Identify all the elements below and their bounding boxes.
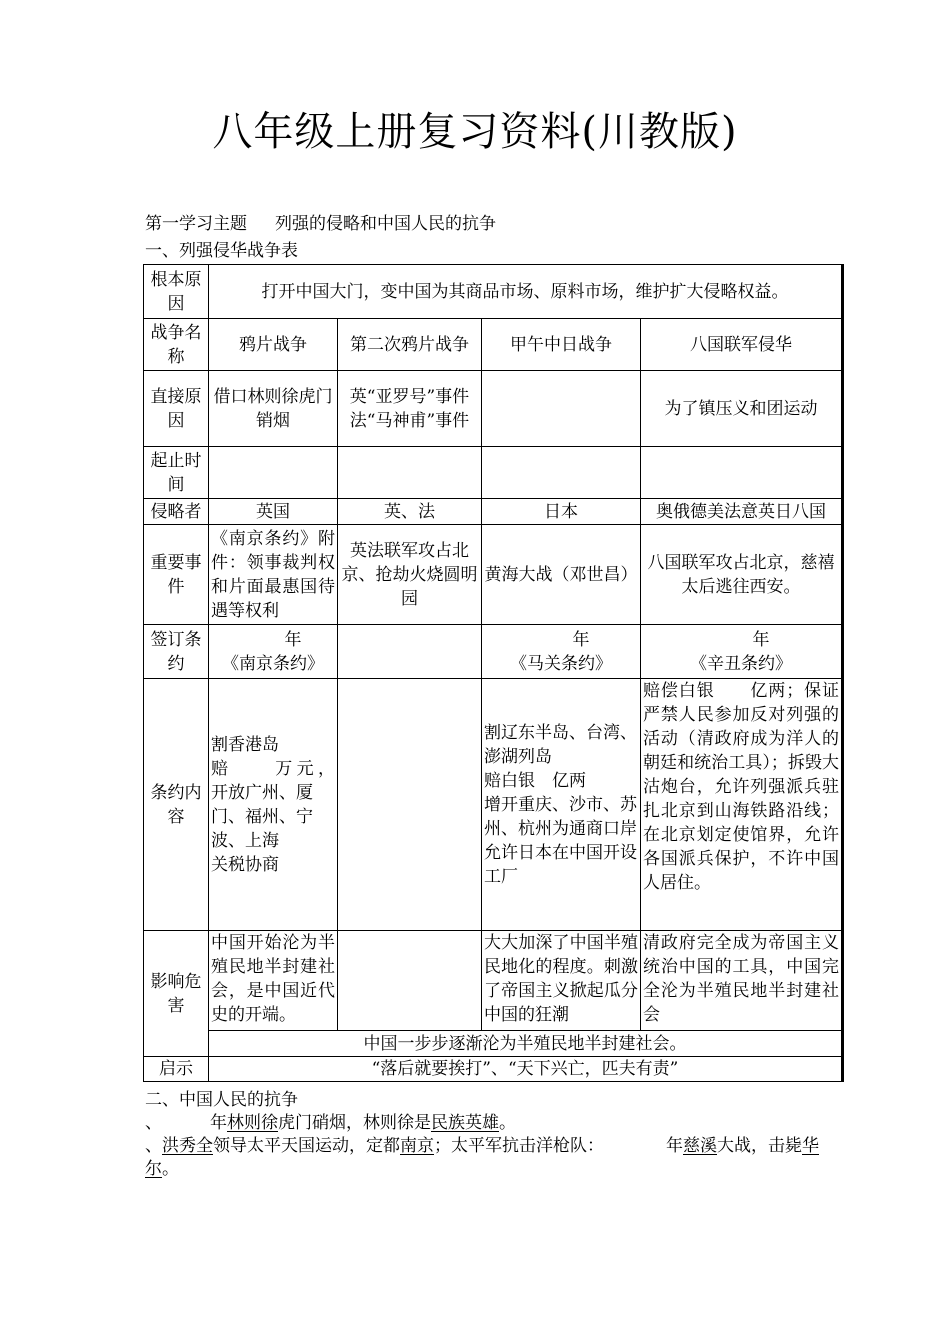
- resistance-line-2: [145, 1135, 825, 1181]
- topic-name: 列强的侵略和中国人民的抗争: [275, 214, 496, 234]
- treaty-eight-nation: [641, 625, 843, 679]
- underlined-city: 南京: [400, 1136, 434, 1156]
- underlined-place: 慈溪: [683, 1136, 717, 1156]
- content-opium-line: 关税协商: [211, 854, 279, 875]
- aggressor-opium: 英国: [209, 499, 338, 525]
- row-header-treaty: 签订条约: [144, 625, 209, 679]
- period-eight-nation: [641, 447, 843, 499]
- treaty-name-sino-japanese: 《马关条约》: [510, 653, 612, 674]
- impact-sino-japanese: 大大加深了中国半殖民地化的程度。刺激了帝国主义掀起瓜分中国的狂潮: [482, 931, 641, 1031]
- events-eight-nation: 八国联军攻占北京，慈禧太后逃往西安。: [641, 525, 843, 625]
- impact-summary: 中国一步步逐渐沦为半殖民地半封建社会。: [209, 1031, 843, 1057]
- table-row-direct-cause: [144, 371, 843, 447]
- direct-cause-second-opium: 英“亚罗号”事件 法“马神甫”事件: [338, 371, 482, 447]
- content-second-opium: [338, 679, 482, 931]
- row-header-lesson: 启示: [144, 1057, 209, 1082]
- aggressor-sino-japanese: 日本: [482, 499, 641, 525]
- period-opium: [209, 447, 338, 499]
- root-cause-text: 打开中国大门，变中国为其商品市场、原料市场，维护扩大侵略权益。: [209, 265, 843, 319]
- row-header-direct-cause: 直接原因: [144, 371, 209, 447]
- period-sino-japanese: [482, 447, 641, 499]
- topic-subtitle: [145, 213, 496, 235]
- treaty-name-eight-nation: 《辛丑条约》: [690, 653, 792, 674]
- content-sino-japanese-line: 允许日本在中国开设工厂: [484, 842, 637, 887]
- treaty-year-sino-japanese: 年: [572, 629, 590, 650]
- lesson-text: “落后就要挨打”、“天下兴亡，匹夫有责”: [209, 1057, 843, 1082]
- line-text: ；太平军抗击洋枪队：: [434, 1136, 604, 1156]
- year-label: 年: [210, 1113, 227, 1133]
- content-sino-japanese: [482, 679, 641, 931]
- row-header-impact: 影响危害: [144, 931, 209, 1057]
- content-sino-japanese-line: 割辽东半岛、台湾、澎湖列岛: [484, 722, 637, 767]
- document-title: 八年级上册复习资料(川教版): [212, 109, 738, 155]
- content-opium: [209, 679, 338, 931]
- table-row-aggressor: [144, 499, 843, 525]
- content-sino-japanese-line: 赔白银 亿两: [484, 770, 586, 791]
- line-text: 虎门硝烟，林则徐是: [278, 1113, 431, 1133]
- section-heading-war-table: 一、列强侵华战争表: [145, 241, 298, 261]
- underlined-term: 民族英雄: [431, 1113, 499, 1133]
- topic-number: 第一学习主题: [145, 214, 247, 234]
- impact-second-opium: [338, 931, 482, 1031]
- treaty-opium: [209, 625, 338, 679]
- direct-cause-opium: 借口林则徐虎门销烟: [209, 371, 338, 447]
- table-row-impact: [144, 931, 843, 1031]
- row-header-aggressor: 侵略者: [144, 499, 209, 525]
- treaty-name-opium: 《南京条约》: [222, 653, 324, 674]
- treaty-year-opium: 年: [284, 629, 302, 650]
- list-marker: 、: [145, 1136, 162, 1156]
- impact-eight-nation: 清政府完全成为帝国主义统治中国的工具，中国完全沦为半殖民地半封建社会: [641, 931, 843, 1031]
- table-row-war-name: [144, 319, 843, 371]
- row-header-root-cause: 根本原因: [144, 265, 209, 319]
- events-sino-japanese: 黄海大战（邓世昌）: [482, 525, 641, 625]
- table-row-lesson: [144, 1057, 843, 1082]
- war-name-eight-nation: 八国联军侵华: [641, 319, 843, 371]
- content-opium-line: 赔 万元，: [211, 758, 335, 779]
- war-table: [143, 264, 844, 1082]
- line-text: 领导太平天国运动，定都: [213, 1136, 400, 1156]
- war-name-second-opium: 第二次鸦片战争: [338, 319, 482, 371]
- underlined-name: 华尔: [145, 1136, 819, 1179]
- line-end: 。: [499, 1113, 516, 1133]
- line-text: 大战，击毙: [717, 1136, 802, 1156]
- underlined-name: 林则徐: [227, 1113, 278, 1133]
- war-name-sino-japanese: 甲午中日战争: [482, 319, 641, 371]
- treaty-year-eight-nation: 年: [752, 629, 770, 650]
- aggressor-eight-nation: 奥俄德美法意英日八国: [641, 499, 843, 525]
- events-opium: 《南京条约》附件：领事裁判权和片面最惠国待遇等权利: [209, 525, 338, 625]
- period-second-opium: [338, 447, 482, 499]
- table-row-root-cause: [144, 265, 843, 319]
- content-eight-nation: 赔偿白银 亿两；保证严禁人民参加反对列强的活动（清政府成为洋人的朝廷和统治工具）；拆毁大沽炮台，允许列强派兵驻扎北京到山海铁路沿线；在北京划定使馆界，允许各国派兵保护，不许中国人居住。: [641, 679, 843, 931]
- table-row-events: [144, 525, 843, 625]
- content-opium-line: 割香港岛: [211, 734, 279, 755]
- impact-opium: 中国开始沦为半殖民地半封建社会，是中国近代史的开端。: [209, 931, 338, 1031]
- content-sino-japanese-line: 增开重庆、沙市、苏州、杭州为通商口岸: [484, 794, 637, 839]
- table-row-content: [144, 679, 843, 931]
- treaty-sino-japanese: [482, 625, 641, 679]
- war-name-opium: 鸦片战争: [209, 319, 338, 371]
- content-opium-line: 开放广州、厦门、福州、宁波、上海: [211, 782, 313, 851]
- table-row-treaty: [144, 625, 843, 679]
- table-row-impact-summary: [144, 1031, 843, 1057]
- section-resistance: [145, 1089, 825, 1181]
- events-second-opium: 英法联军攻占北京、抢劫火烧圆明园: [338, 525, 482, 625]
- direct-cause-sino-japanese: [482, 371, 641, 447]
- year-label: 年: [666, 1136, 683, 1156]
- line-end: 。: [162, 1159, 179, 1179]
- section-heading-resistance: 二、中国人民的抗争: [145, 1090, 298, 1110]
- aggressor-second-opium: 英、法: [338, 499, 482, 525]
- row-header-content: 条约内容: [144, 679, 209, 931]
- table-row-period: [144, 447, 843, 499]
- resistance-line-1: [145, 1112, 825, 1135]
- direct-cause-eight-nation: 为了镇压义和团运动: [641, 371, 843, 447]
- row-header-events: 重要事件: [144, 525, 209, 625]
- row-header-war-name: 战争名称: [144, 319, 209, 371]
- treaty-second-opium: [338, 625, 482, 679]
- underlined-name: 洪秀全: [162, 1136, 213, 1156]
- row-header-period: 起止时间: [144, 447, 209, 499]
- list-marker: 、: [145, 1113, 162, 1133]
